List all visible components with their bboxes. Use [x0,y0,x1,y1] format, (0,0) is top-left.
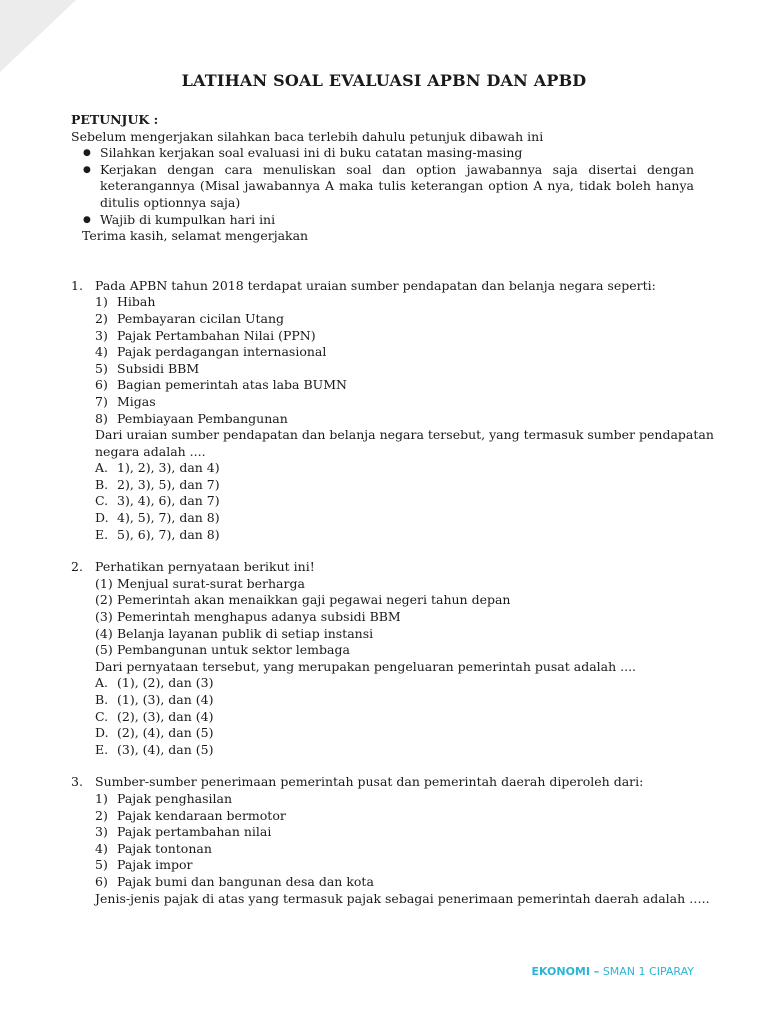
list-item: 5) Pajak impor [95,857,193,873]
answer-option: A. (1), (2), dan (3) [95,675,214,691]
question-prompt: Jenis-jenis pajak di atas yang termasuk pajak sebagai penerimaan pemerintah daerah adalah ….. [95,890,710,906]
instruction-bullet [71,145,694,162]
list-item: 6) Bagian pemerintah atas laba BUMN [95,377,347,393]
list-item: 4) Pajak perdagangan internasional [95,344,327,360]
answer-option: E. (3), (4), dan (5) [95,741,214,757]
instruction-bullet [71,212,694,229]
question-text: 1. Pada APBN tahun 2018 terdapat uraian sumber pendapatan dan belanja negara seperti: [71,277,656,293]
answer-option: C. (2), (3), dan (4) [95,708,214,724]
bullet-icon: ● [83,214,91,225]
instructions-intro: Sebelum mengerjakan silahkan baca terlebih dahulu petunjuk dibawah ini [71,128,544,144]
question-prompt: Dari uraian sumber pendapatan dan belanja negara tersebut, yang termasuk sumber pendapatan [95,427,714,443]
footer-subject: EKONOMI – [531,965,600,978]
document-body [71,112,714,907]
question-text: 3. Sumber-sumber penerimaan pemerintah pusat dan pemerintah daerah diperoleh dari: [71,774,644,790]
answer-option: A. 1), 2), 3), dan 4) [95,460,220,476]
answer-option: B. 2), 3), 5), dan 7) [95,476,220,492]
list-item: 1) Hibah [95,294,156,310]
question-number: 1. [71,277,83,293]
page-title: LATIHAN SOAL EVALUASI APBN DAN APBD [181,71,587,90]
list-item: 5) Subsidi BBM [95,360,200,376]
instruction-text: Silahkan kerjakan soal evaluasi ini di buku catatan masing-masing [100,145,523,161]
question-prompt: Dari pernyataan tersebut, yang merupakan pengeluaran pemerintah pusat adalah .... [95,658,637,674]
instructions-heading: PETUNJUK : [71,112,159,127]
list-item: (5) Pembangunan untuk sektor lembaga [95,642,350,658]
list-item: (4) Belanja layanan publik di setiap instansi [95,625,374,641]
question-3 [71,774,710,907]
instructions-closing: Terima kasih, selamat mengerjakan [82,228,309,244]
list-item: (3) Pemerintah menghapus adanya subsidi BBM [95,609,401,625]
list-item: 2) Pajak kendaraan bermotor [95,807,286,823]
page-corner-fold [0,0,76,72]
list-item: (2) Pemerintah akan menaikkan gaji pegawai negeri tahun depan [95,592,511,608]
question-1 [71,277,714,544]
list-item: 7) Migas [95,393,156,409]
instruction-text: Kerjakan dengan cara menuliskan soal dan option jawabannya saja disertai dengan keterangannya (Misal jawabannya A maka tulis keterangan option A nya, tidak boleh hanya ditulis optionnya saja) [100,161,694,210]
question-number: 2. [71,559,83,575]
answer-option: C. 3), 4), 6), dan 7) [95,493,220,509]
list-item: 8) Pembiayaan Pembangunan [95,410,288,426]
instruction-text: Wajib di kumpulkan hari ini [100,211,276,227]
list-item: 1) Pajak penghasilan [95,790,233,806]
page-footer [531,965,694,978]
list-item: 2) Pembayaran cicilan Utang [95,310,285,326]
list-item: 3) Pajak Pertambahan Nilai (PPN) [95,327,316,343]
question-2 [71,559,694,758]
list-item: 4) Pajak tontonan [95,840,212,856]
list-item: 6) Pajak bumi dan bangunan desa dan kota [95,873,374,889]
instruction-bullet [71,162,694,212]
answer-option: E. 5), 6), 7), dan 8) [95,526,220,542]
answer-option: D. 4), 5), 7), dan 8) [95,510,220,526]
list-item: (1) Menjual surat-surat berharga [95,575,305,591]
bullet-icon: ● [83,148,91,159]
question-text: 2. Perhatikan pernyataan berikut ini! [71,559,315,575]
footer-school: SMAN 1 CIPARAY [602,965,694,978]
list-item: 3) Pajak pertambahan nilai [95,824,272,840]
question-prompt: negara adalah .... [95,443,206,459]
question-number: 3. [71,774,83,790]
answer-option: D. (2), (4), dan (5) [95,725,214,741]
bullet-icon: ● [83,164,91,175]
answer-option: B. (1), (3), dan (4) [95,692,214,707]
